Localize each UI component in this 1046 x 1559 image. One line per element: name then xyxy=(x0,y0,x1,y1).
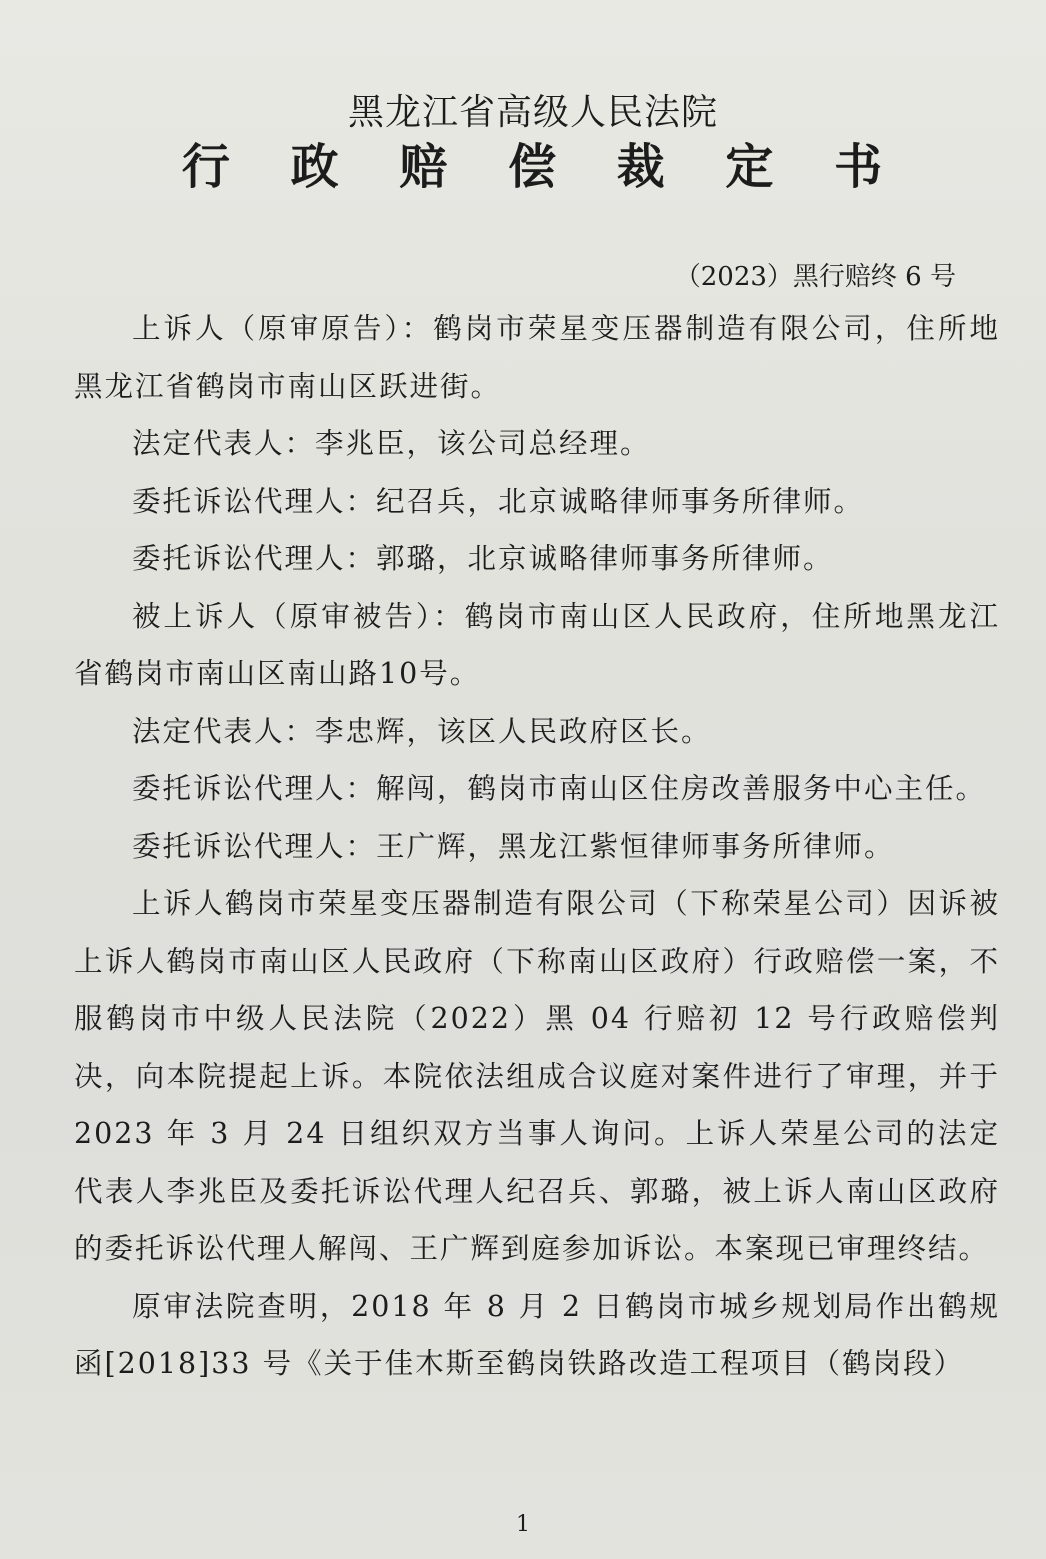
paragraph-appellee-agent-1: 委托诉讼代理人：解闯，鹤岗市南山区住房改善服务中心主任。 xyxy=(132,772,987,805)
paragraph-appellant: 上诉人（原审原告）：鹤岗市荣星变压器制造有限公司，住所地黑龙江省鹤岗市南山区跃进街。 xyxy=(74,312,1000,403)
paragraph-appellee-representative: 法定代表人：李忠辉，该区人民政府区长。 xyxy=(132,714,712,748)
paragraph-appellee-agent-2: 委托诉讼代理人：王广辉，黑龙江紫恒律师事务所律师。 xyxy=(132,829,895,863)
paragraph-appellee: 被上诉人（原审被告）：鹤岗市南山区人民政府，住所地黑龙江省鹤岗市南山区南山路10号。 xyxy=(74,599,1000,690)
paragraph-findings: 原审法院查明，2018 年 8 月 2 日鹤岗市城乡规划局作出鹤规函[2018]33 号《关于佳木斯至鹤岗铁路改造工程项目（鹤岗段） xyxy=(74,1289,1000,1380)
case-number: （2023）黑行赔终 6 号 xyxy=(674,262,956,292)
paragraph-appellant-agent-2: 委托诉讼代理人：郭璐，北京诚略律师事务所律师。 xyxy=(132,542,834,575)
document-title: 行 政 赔 偿 裁 定 书 xyxy=(181,139,905,195)
paragraph-case-summary: 上诉人鹤岗市荣星变压器制造有限公司（下称荣星公司）因诉被上诉人鹤岗市南山区人民政府（下称南山区政府）行政赔偿一案，不服鹤岗市中级人民法院（2022）黑 04 行赔初 12 号行政赔偿判决，向本院提起上诉。本院依法组成合议庭对案件进行了审理，并于 2023 年 3 月 24 日组织双方当事人询问。上诉人荣星公司的法定代表人李兆臣及委托诉讼代理人纪召兵、郭璐，被上诉人南山区政府的委托诉讼代理人解闯、王广辉到庭参加诉讼。本案现已审理终结。 xyxy=(74,887,1000,1265)
paragraph-appellant-agent-1: 委托诉讼代理人：纪召兵，北京诚略律师事务所律师。 xyxy=(132,484,865,518)
paragraph-appellant-representative: 法定代表人：李兆臣，该公司总经理。 xyxy=(132,427,651,460)
page-number: 1 xyxy=(516,1512,530,1537)
court-name: 黑龙江省高级人民法院 xyxy=(347,92,718,133)
document-body xyxy=(74,300,1000,1393)
